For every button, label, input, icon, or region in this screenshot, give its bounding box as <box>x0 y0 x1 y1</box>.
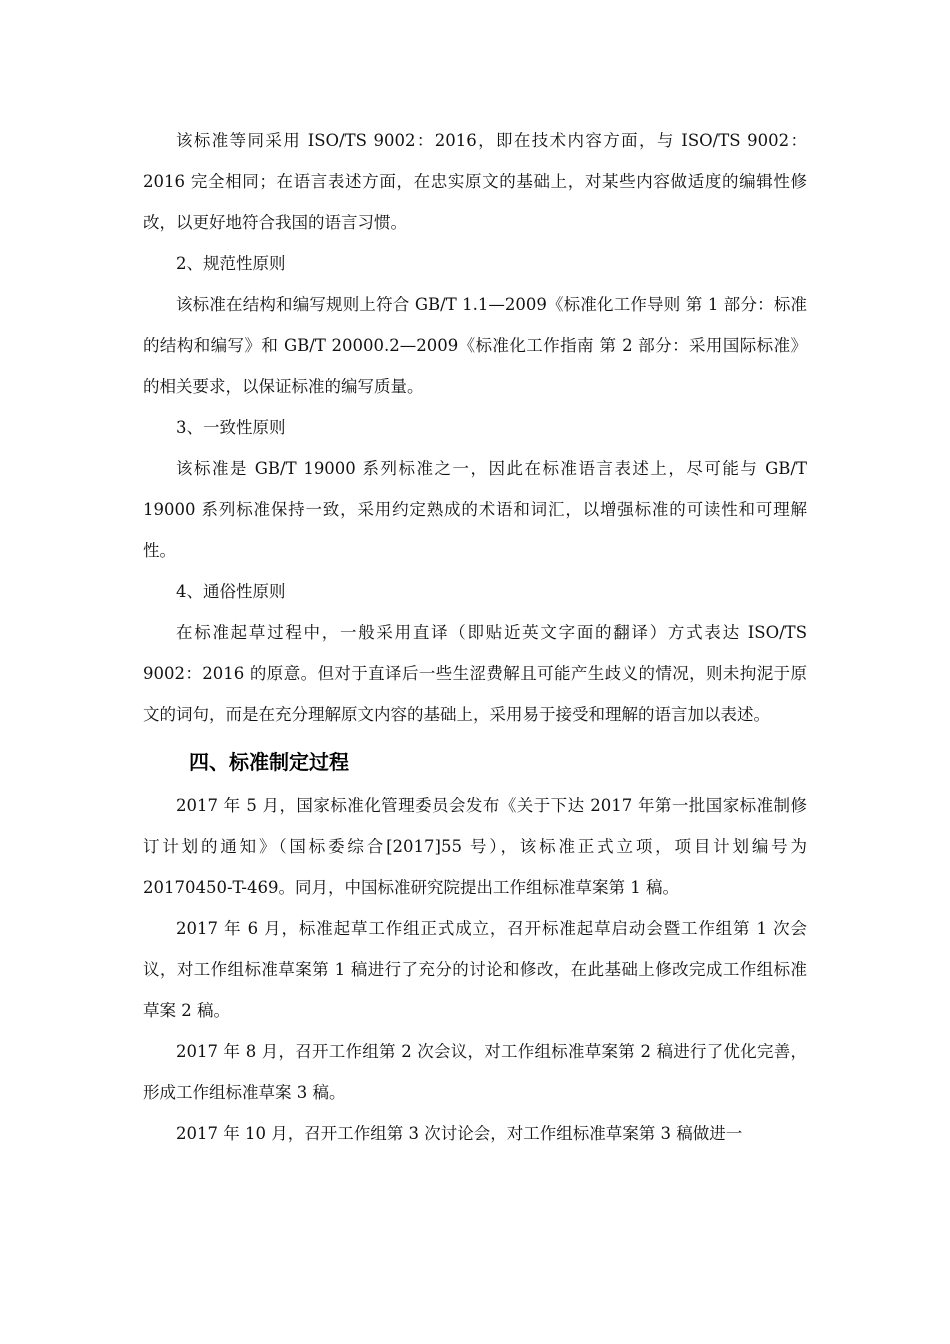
paragraph-consistency: 该标准是 GB/T 19000 系列标准之一，因此在标准语言表述上，尽可能与 GB/T 19000 系列标准保持一致，采用约定熟成的术语和词汇，以增强标准的可读性和可理解性。 <box>143 459 807 560</box>
paragraph-process-june: 2017 年 6 月，标准起草工作组正式成立，召开标准起草启动会暨工作组第 1 次会议，对工作组标准草案第 1 稿进行了充分的讨论和修改，在此基础上修改完成工作组标准草案 2 稿。 <box>143 919 807 1020</box>
paragraph-process-october: 2017 年 10 月，召开工作组第 3 次讨论会，对工作组标准草案第 3 稿做进一 <box>176 1124 743 1143</box>
paragraph-process-august: 2017 年 8 月，召开工作组第 2 次会议，对工作组标准草案第 2 稿进行了优化完善，形成工作组标准草案 3 稿。 <box>143 1042 807 1102</box>
document-body <box>143 120 807 1154</box>
paragraph-process-may: 2017 年 5 月，国家标准化管理委员会发布《关于下达 2017 年第一批国家标准制修订计划的通知》（国标委综合[2017]55 号），该标准正式立项，项目计划编号为 20170450-T-469。同月，中国标准研究院提出工作组标准草案第 1 稿。 <box>143 796 807 897</box>
principle-heading-normative: 2、规范性原则 <box>176 254 286 273</box>
principle-heading-consistency: 3、一致性原则 <box>176 418 286 437</box>
section-title-drafting-process: 四、标准制定过程 <box>189 750 349 774</box>
paragraph-equivalence: 该标准等同采用 ISO/TS 9002：2016，即在技术内容方面，与 ISO/TS 9002：2016 完全相同；在语言表述方面，在忠实原文的基础上，对某些内容做适度的编辑性修改，以更好地符合我国的语言习惯。 <box>143 131 807 232</box>
paragraph-normative: 该标准在结构和编写规则上符合 GB/T 1.1—2009《标准化工作导则 第 1 部分：标准的结构和编写》和 GB/T 20000.2—2009《标准化工作指南 第 2 部分：采用国际标准》的相关要求，以保证标准的编写质量。 <box>143 295 807 396</box>
paragraph-readability: 在标准起草过程中，一般采用直译（即贴近英文字面的翻译）方式表达 ISO/TS 9002：2016 的原意。但对于直译后一些生涩费解且可能产生歧义的情况，则未拘泥于原文的词句，而是在充分理解原文内容的基础上，采用易于接受和理解的语言加以表述。 <box>143 623 807 724</box>
principle-heading-readability: 4、通俗性原则 <box>176 582 286 601</box>
